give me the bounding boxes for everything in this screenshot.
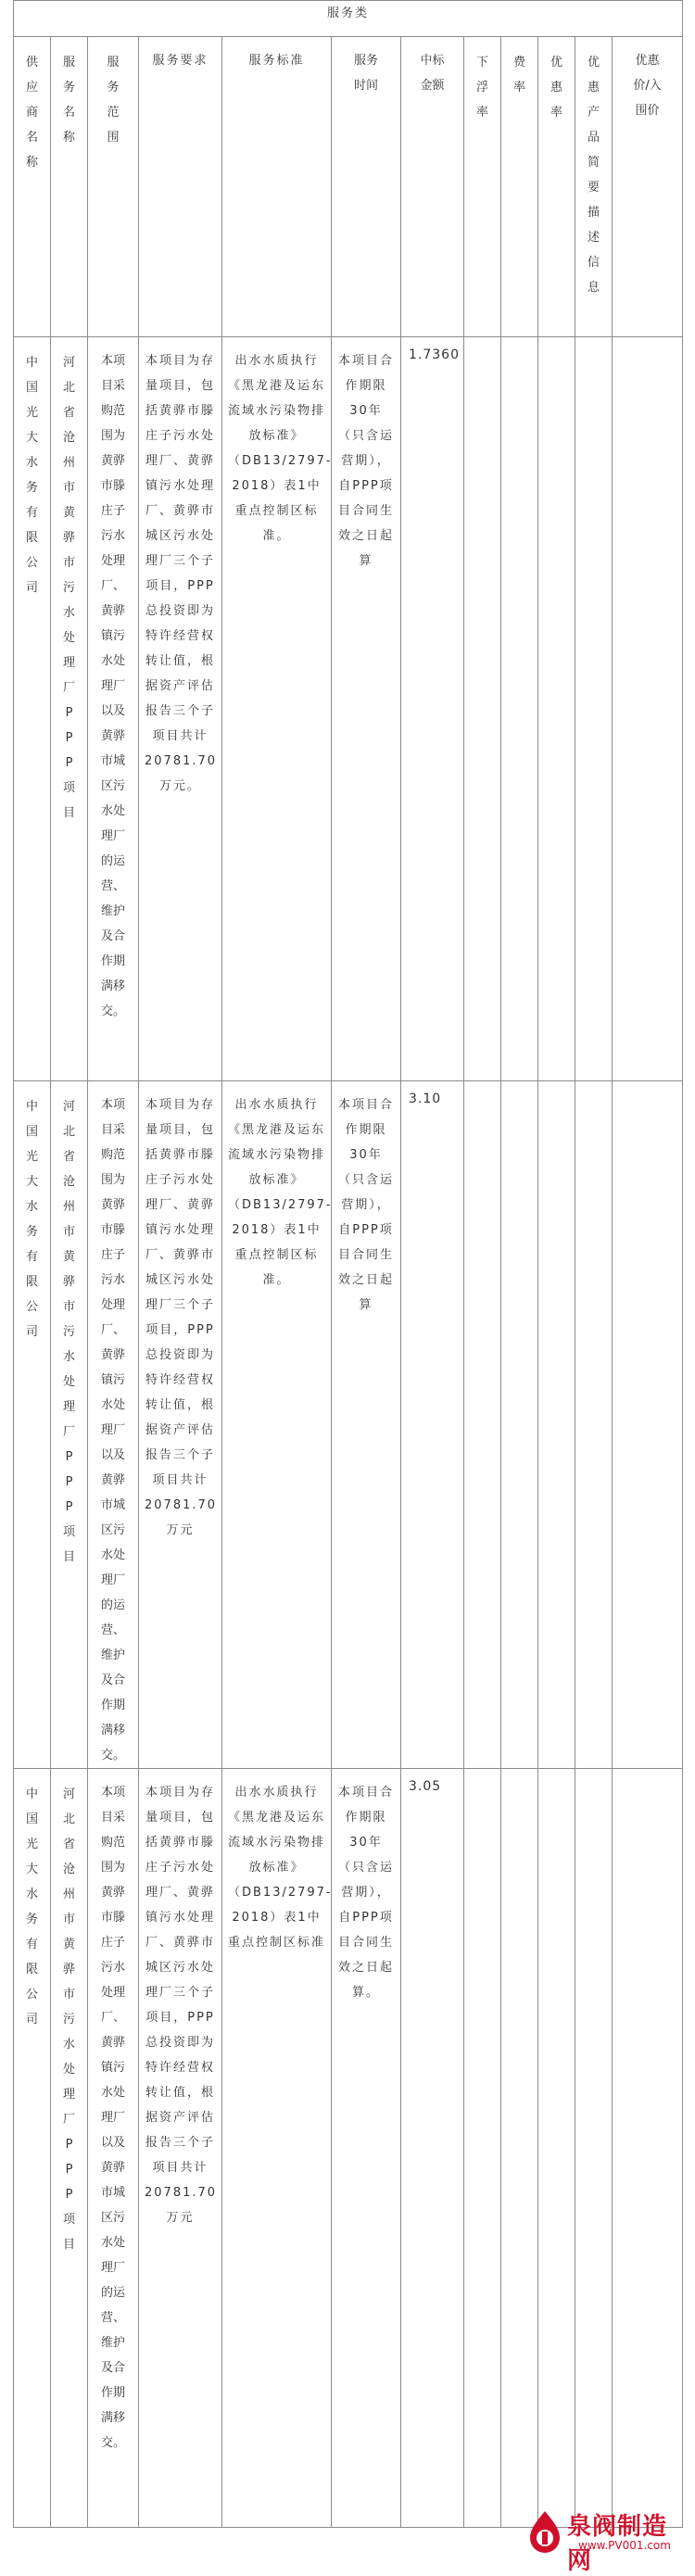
col-header-supplier: 供应商名称	[25, 56, 38, 170]
cell-preferential-rate	[538, 337, 575, 1081]
col-header-preferential-rate: 优惠率	[550, 56, 562, 120]
cell-fee-rate	[501, 1081, 538, 1769]
cell-price	[613, 337, 683, 1081]
cell-time: 本项目合作期限30年（只含运营期），自PPP项目合同生效之日起算。	[337, 1786, 394, 2000]
col-header-time: 服务时间	[353, 54, 378, 93]
cell-requirement: 本项目为存量项目，包括黄骅市滕庄子污水处理厂、黄骅镇污水处理厂、黄骅市城区污水处理厂三个子项目，PPP总投资即为特许经营权转让值，根据资产评估报告三个子项目共计20781.70万元	[145, 1786, 218, 2225]
cell-fee-rate	[501, 1769, 538, 2528]
watermark-brand: 泉阀制造网	[567, 2513, 668, 2575]
cell-scope: 本项目采购范围为黄骅市滕庄子污水处理厂、黄骅镇污水处理厂以及黄骅市城区污水处理厂的运营、维护及合作期满移交。	[100, 1098, 125, 1762]
service-table	[13, 0, 683, 2528]
col-header-preferential-desc: 优惠产品简要描述信息	[587, 56, 600, 295]
cell-standard: 出水水质执行《黑龙港及运东流域水污染物排放标准》（DB13/2797-2018）表1中重点控制区标准。	[228, 1098, 333, 1287]
cell-amount: 1.7360	[409, 347, 460, 362]
group-header: 服务类	[14, 1, 683, 37]
cell-discount-rate	[464, 337, 501, 1081]
cell-price	[613, 1081, 683, 1769]
col-header-discount-rate: 下浮率	[475, 56, 488, 120]
cell-fee-rate	[501, 337, 538, 1081]
cell-preferential-desc	[575, 1081, 613, 1769]
cell-service-name: 河北省沧州市黄骅市污水处理厂PPP项目	[62, 356, 75, 820]
header-row	[14, 37, 683, 337]
col-header-price: 优惠价/入围价	[633, 54, 662, 118]
cell-supplier: 中国光大水务有限公司	[25, 356, 38, 595]
cell-preferential-desc	[575, 337, 613, 1081]
col-header-standard: 服务标准	[248, 54, 305, 68]
cell-supplier: 中国光大水务有限公司	[25, 1787, 38, 2027]
col-header-scope: 服务范围	[107, 56, 120, 145]
cell-time: 本项目合作期限30年（只含运营期），自PPP项目合同生效之日起算	[337, 1098, 394, 1312]
cell-requirement: 本项目为存量项目，包括黄骅市滕庄子污水处理厂、黄骅镇污水处理厂、黄骅市城区污水处理厂三个子项目，PPP总投资即为特许经营权转让值，根据资产评估报告三个子项目共计20781.70万元。	[145, 354, 218, 793]
cell-preferential-desc	[575, 1769, 613, 2528]
cell-time: 本项目合作期限30年（只含运营期），自PPP项目合同生效之日起算	[337, 354, 394, 568]
cell-preferential-rate	[538, 1081, 575, 1769]
cell-service-name: 河北省沧州市黄骅市污水处理厂PPP项目	[62, 1100, 75, 1564]
cell-discount-rate	[464, 1081, 501, 1769]
col-header-fee-rate: 费率	[512, 56, 525, 95]
cell-amount: 3.05	[409, 1779, 442, 1794]
table-row	[14, 1081, 683, 1769]
cell-scope: 本项目采购范围为黄骅市滕庄子污水处理厂、黄骅镇污水处理厂以及黄骅市城区污水处理厂的运营、维护及合作期满移交。	[100, 1786, 125, 2450]
valve-logo-icon	[526, 2509, 563, 2554]
col-header-requirement: 服务要求	[152, 54, 208, 68]
cell-price	[613, 1769, 683, 2528]
cell-preferential-rate	[538, 1769, 575, 2528]
cell-scope: 本项目采购范围为黄骅市滕庄子污水处理厂、黄骅镇污水处理厂以及黄骅市城区污水处理厂的运营、维护及合作期满移交。	[100, 354, 125, 1018]
site-watermark	[521, 2502, 688, 2575]
watermark-url: www.PV001.com	[578, 2539, 671, 2552]
cell-supplier: 中国光大水务有限公司	[25, 1100, 38, 1339]
cell-standard: 出水水质执行《黑龙港及运东流域水污染物排放标准》（DB13/2797-2018）表1中重点控制区标准	[228, 1786, 333, 1950]
cell-standard: 出水水质执行《黑龙港及运东流域水污染物排放标准》（DB13/2797-2018）表1中重点控制区标准。	[228, 354, 333, 543]
table-row	[14, 1769, 683, 2528]
table-row	[14, 337, 683, 1081]
col-header-service-name: 服务名称	[62, 56, 75, 145]
cell-discount-rate	[464, 1769, 501, 2528]
col-header-amount: 中标金额	[420, 54, 445, 93]
cell-amount: 3.10	[409, 1092, 442, 1106]
cell-service-name: 河北省沧州市黄骅市污水处理厂PPP项目	[62, 1787, 75, 2252]
cell-requirement: 本项目为存量项目，包括黄骅市滕庄子污水处理厂、黄骅镇污水处理厂、黄骅市城区污水处理厂三个子项目，PPP总投资即为特许经营权转让值，根据资产评估报告三个子项目共计20781.70万元	[145, 1098, 218, 1537]
